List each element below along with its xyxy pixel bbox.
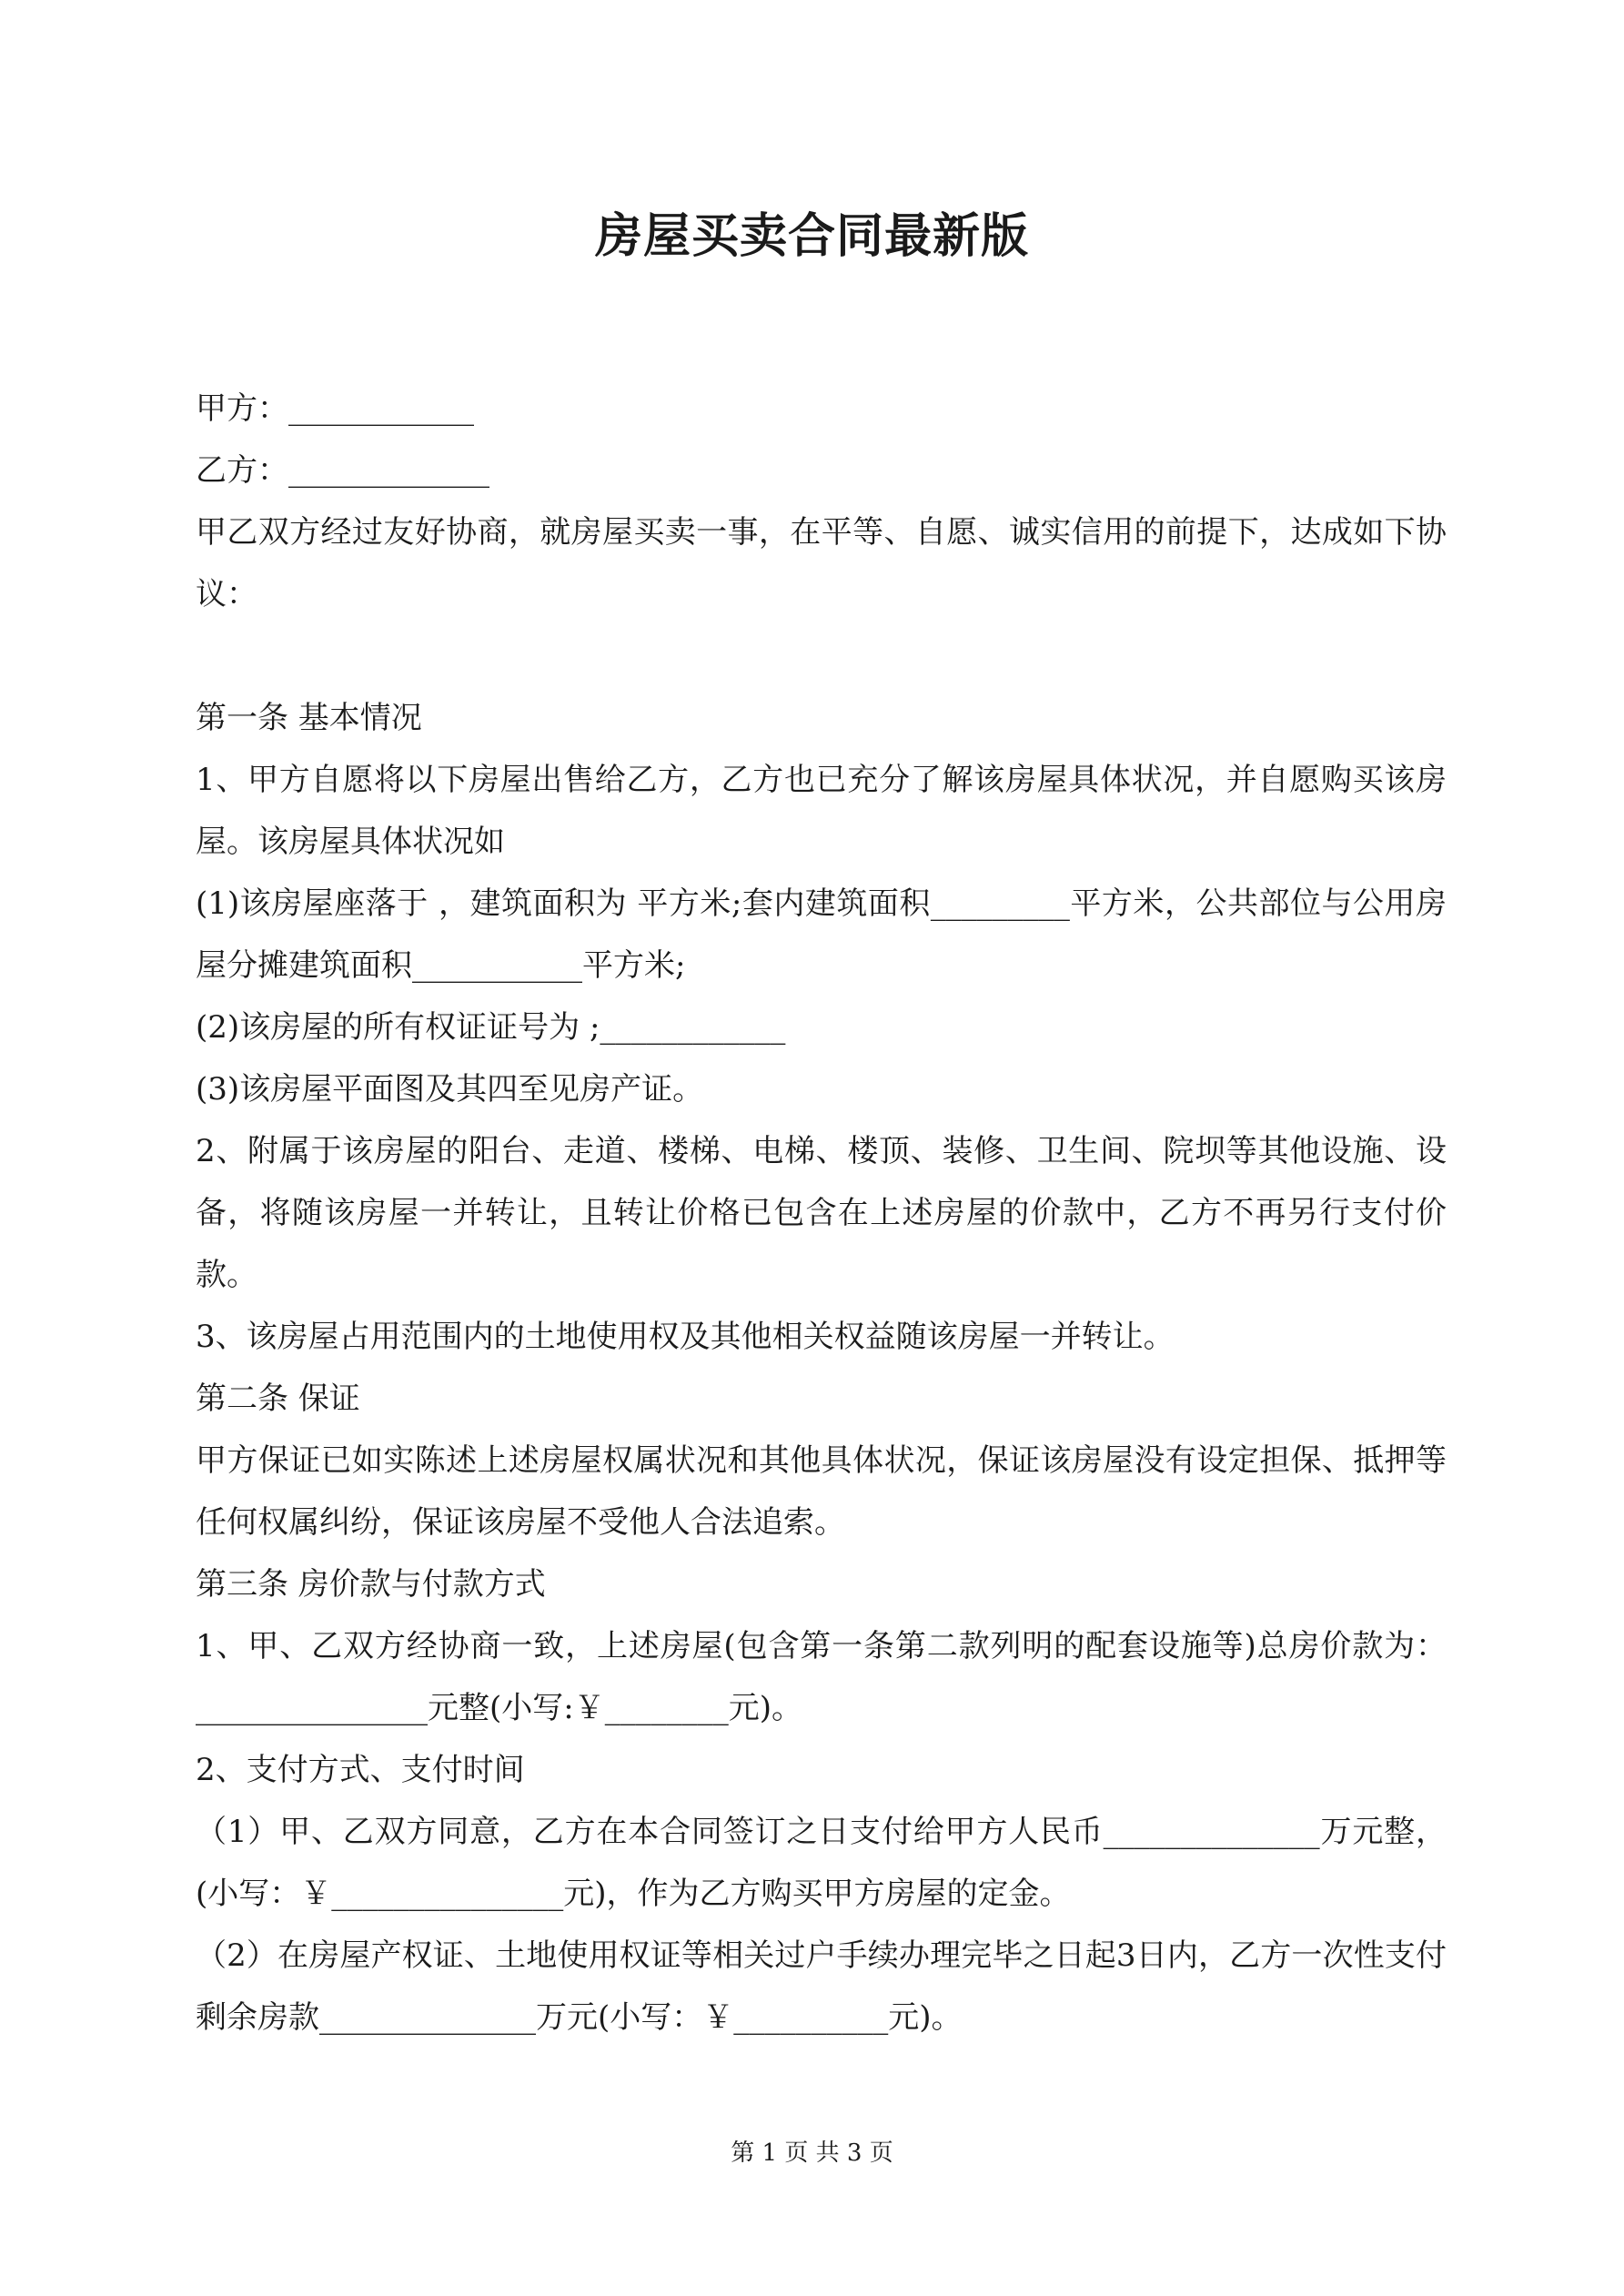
article-3-clause-1: 1、甲、乙双方经协商一致，上述房屋(包含第一条第二款列明的配套设施等)总房价款为：_______________元整(小写:￥________元)。 bbox=[196, 1628, 1447, 1726]
article-3-clause-2: 2、支付方式、支付时间 bbox=[196, 1752, 525, 1788]
preamble-paragraph: 甲乙双方经过友好协商，就房屋买卖一事，在平等、自愿、诚实信用的前提下，达成如下协议： bbox=[196, 514, 1447, 612]
article-1-clause-1-item-3: (3)该房屋平面图及其四至见房产证。 bbox=[196, 1071, 704, 1108]
article-1-clause-1-item-1: (1)该房屋座落于 ，建筑面积为 平方米;套内建筑面积_________平方米，公共部位与公用房屋分摊建筑面积___________平方米; bbox=[196, 885, 1447, 984]
page-number-footer: 第 1 页 共 3 页 bbox=[731, 2139, 893, 2167]
article-2-heading: 第二条 保证 bbox=[196, 1381, 360, 1417]
article-3-clause-2-item-1: （1）甲、乙双方同意，乙方在本合同签订之日支付给甲方人民币______________万元整，(小写：￥_______________元)，作为乙方购买甲方房屋的定金。 bbox=[196, 1814, 1447, 1912]
document-body bbox=[196, 378, 1447, 2048]
article-1-clause-3: 3、该房屋占用范围内的土地使用权及其他相关权益随该房屋一并转让。 bbox=[196, 1319, 1175, 1355]
article-1-clause-1-item-2: (2)该房屋的所有权证证号为 ;____________ bbox=[196, 1009, 786, 1046]
party-b-line: 乙方：_____________ bbox=[196, 452, 489, 489]
article-1-heading: 第一条 基本情况 bbox=[196, 700, 422, 736]
article-1-clause-1: 1、甲方自愿将以下房屋出售给乙方，乙方也已充分了解该房屋具体状况，并自愿购买该房屋。该房屋具体状况如 bbox=[196, 762, 1447, 860]
party-a-line: 甲方：____________ bbox=[196, 390, 474, 427]
document-title: 房屋买卖合同最新版 bbox=[594, 209, 1029, 264]
article-3-clause-2-item-2: （2）在房屋产权证、土地使用权证等相关过户手续办理完毕之日起3日内，乙方一次性支付剩余房款______________万元(小写：￥__________元)。 bbox=[196, 1937, 1447, 2036]
article-2-body: 甲方保证已如实陈述上述房屋权属状况和其他具体状况，保证该房屋没有设定担保、抵押等任何权属纠纷，保证该房屋不受他人合法追索。 bbox=[196, 1442, 1447, 1541]
article-1-clause-2: 2、附属于该房屋的阳台、走道、楼梯、电梯、楼顶、装修、卫生间、院坝等其他设施、设备，将随该房屋一并转让，且转让价格已包含在上述房屋的价款中，乙方不再另行支付价款。 bbox=[196, 1133, 1447, 1293]
article-3-heading: 第三条 房价款与付款方式 bbox=[196, 1566, 546, 1603]
